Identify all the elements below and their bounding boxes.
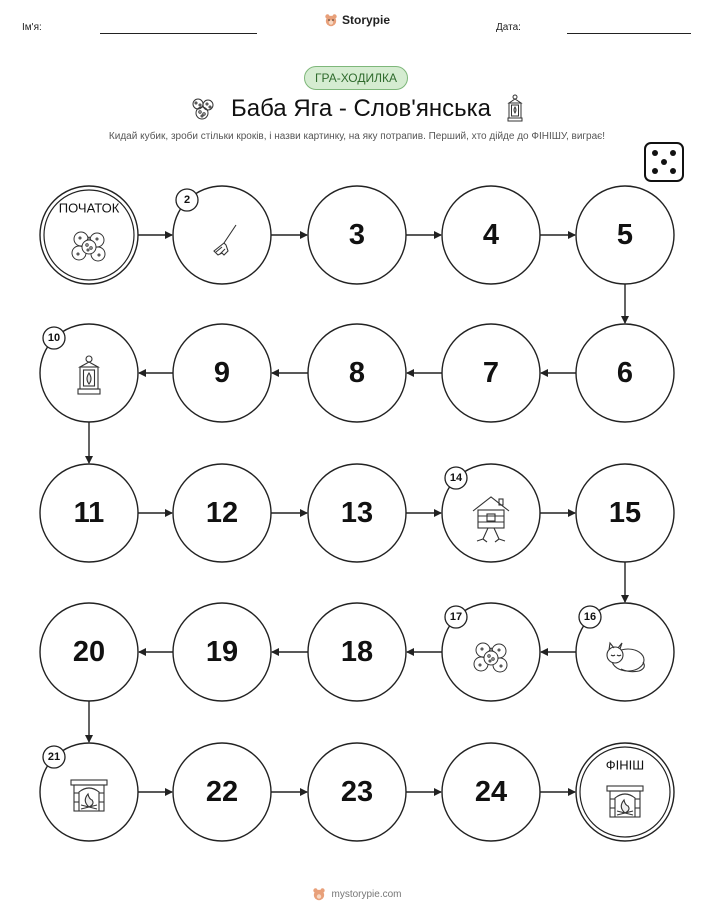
cell-number: 6 (616, 357, 634, 389)
board-cell-24[interactable] (442, 743, 540, 841)
board-cell-9[interactable] (173, 324, 271, 422)
brand-name: Storypie (341, 13, 390, 27)
cell-number: 19 (205, 636, 239, 668)
board-cell-16[interactable] (576, 603, 674, 701)
footer (0, 887, 714, 904)
page-title: Баба Яга - Слов'янська (231, 95, 491, 122)
board-cell-17[interactable] (442, 603, 540, 701)
date-label: Дата: (496, 22, 521, 33)
board-cell-10[interactable] (40, 324, 138, 422)
finish-cell[interactable] (576, 743, 674, 841)
board-cell-4[interactable] (442, 186, 540, 284)
board-cell-22[interactable] (173, 743, 271, 841)
bear-icon (312, 887, 326, 901)
start-cell[interactable] (40, 186, 138, 284)
finish-label: ФІНІШ (605, 757, 645, 773)
board-cell-12[interactable] (173, 464, 271, 562)
cell-number: 4 (482, 219, 500, 251)
cell-number: 15 (608, 497, 642, 529)
name-label: Ім'я: (22, 22, 42, 33)
board-cell-2[interactable] (173, 186, 271, 284)
cell-number-badge: 21 (47, 751, 61, 763)
cell-number-badge: 10 (47, 332, 61, 344)
board-cell-3[interactable] (308, 186, 406, 284)
board-cell-7[interactable] (442, 324, 540, 422)
cell-number: 3 (348, 219, 366, 251)
board-cell-21[interactable] (40, 743, 138, 841)
board-cell-11[interactable] (40, 464, 138, 562)
footer-url: mystorypie.com (331, 888, 402, 900)
cell-number: 23 (340, 776, 374, 808)
board-cell-19[interactable] (173, 603, 271, 701)
cell-number: 13 (340, 497, 374, 529)
dice-icon (645, 143, 683, 181)
board-cell-23[interactable] (308, 743, 406, 841)
board-cell-8[interactable] (308, 324, 406, 422)
cell-number: 20 (72, 636, 106, 668)
cell-number-badge: 2 (183, 194, 191, 206)
cell-number: 7 (482, 357, 500, 389)
cell-number: 9 (213, 357, 231, 389)
cell-number: 18 (340, 636, 374, 668)
cell-number: 24 (474, 776, 508, 808)
cell-number: 12 (205, 497, 239, 529)
cell-number: 22 (205, 776, 239, 808)
board-cell-5[interactable] (576, 186, 674, 284)
cell-number-badge: 16 (583, 611, 597, 623)
board-cell-20[interactable] (40, 603, 138, 701)
start-label: ПОЧАТОК (58, 200, 120, 216)
cell-number: 11 (73, 497, 105, 529)
board-cell-18[interactable] (308, 603, 406, 701)
game-type-badge: ГРА-ХОДИЛКА (304, 66, 408, 90)
board-cell-14[interactable] (442, 464, 540, 562)
board-cell-13[interactable] (308, 464, 406, 562)
cell-number-badge: 17 (449, 611, 463, 623)
board-cell-6[interactable] (576, 324, 674, 422)
cell-number-badge: 14 (449, 472, 463, 484)
instructions: Кидай кубик, зроби стільки кроків, і назви картинку, на яку потрапив. Перший, хто дійде до ФІНІШУ, виграє! (108, 131, 606, 142)
cell-number: 8 (348, 357, 366, 389)
cell-number: 5 (616, 219, 634, 251)
board-cell-15[interactable] (576, 464, 674, 562)
